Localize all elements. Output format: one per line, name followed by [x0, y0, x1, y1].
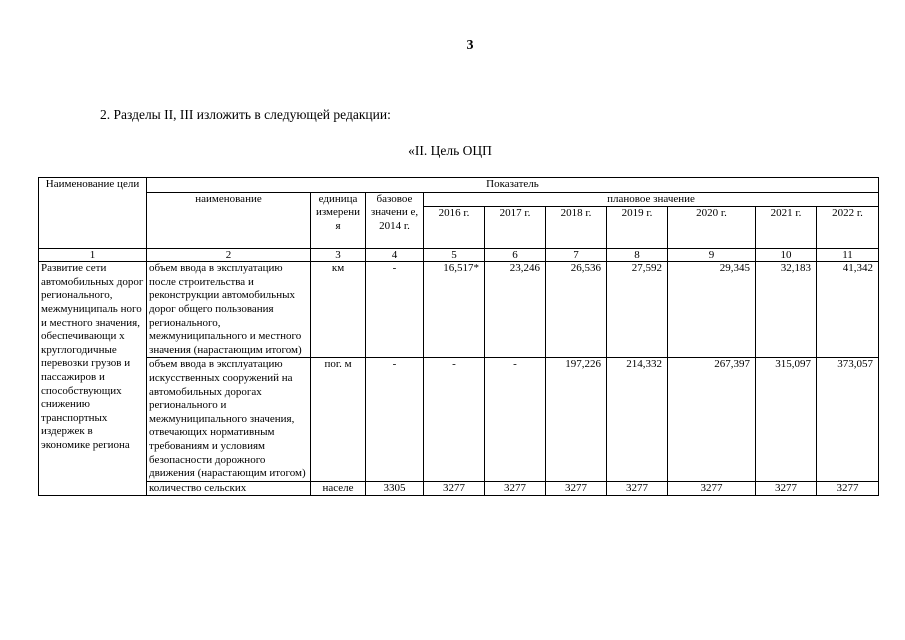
column-number: 5 — [424, 249, 485, 262]
indicator-name: объем ввода в эксплуатацию искусственных сооружений на автомобильных дорогах регионального и межмуниципального значения, отвечающих нормативным требованиям и условиям безопасности дорожного движения (нарастающим итогом) — [147, 358, 311, 481]
header-base: базовое значени е, 2014 г. — [366, 192, 424, 249]
indicator-value: - — [485, 358, 546, 481]
table-row — [39, 262, 879, 358]
indicator-base: 3305 — [366, 481, 424, 496]
indicator-value: 32,183 — [756, 262, 817, 358]
header-year: 2017 г. — [485, 207, 546, 249]
header-indicator: Показатель — [147, 178, 879, 193]
indicator-base: - — [366, 358, 424, 481]
header-year: 2019 г. — [607, 207, 668, 249]
header-row-2 — [39, 192, 879, 207]
header-name: наименование — [147, 192, 311, 249]
indicator-name: количество сельских — [147, 481, 311, 496]
indicator-name: объем ввода в эксплуатацию после строительства и реконструкции автомобильных дорог общего пользования регионального, межмуниципального и местного значения (нарастающим итогом) — [147, 262, 311, 358]
indicator-value: 16,517* — [424, 262, 485, 358]
column-number: 3 — [311, 249, 366, 262]
indicator-value: 3277 — [668, 481, 756, 496]
column-number: 11 — [817, 249, 879, 262]
header-year: 2021 г. — [756, 207, 817, 249]
indicator-value: 41,342 — [817, 262, 879, 358]
indicator-value: 23,246 — [485, 262, 546, 358]
indicator-value: 27,592 — [607, 262, 668, 358]
indicator-value: - — [424, 358, 485, 481]
column-number: 1 — [39, 249, 147, 262]
goal-indicators-table — [38, 177, 879, 496]
instruction-text: 2. Разделы II, III изложить в следующей редакции: — [100, 107, 391, 122]
indicator-unit: населе — [311, 481, 366, 496]
column-number-row — [39, 249, 879, 262]
column-number: 10 — [756, 249, 817, 262]
header-unit: единица измерени я — [311, 192, 366, 249]
column-number: 4 — [366, 249, 424, 262]
indicator-unit: пог. м — [311, 358, 366, 481]
indicator-value: 197,226 — [546, 358, 607, 481]
goal-cell: Развитие сети автомобильных дорог регионального, межмуниципаль ного и местного значения, обеспечивающи х круглогодичные перевозки грузов и пассажиров и способствующих снижению транспортных издержек в экономике региона — [39, 262, 147, 496]
header-year: 2016 г. — [424, 207, 485, 249]
page-number: 3 — [466, 38, 474, 53]
indicator-value: 373,057 — [817, 358, 879, 481]
indicator-value: 315,097 — [756, 358, 817, 481]
column-number: 8 — [607, 249, 668, 262]
header-row-1 — [39, 178, 879, 193]
indicator-value: 267,397 — [668, 358, 756, 481]
indicator-value: 3277 — [485, 481, 546, 496]
indicator-value: 3277 — [607, 481, 668, 496]
header-goal-name: Наименование цели — [39, 178, 147, 249]
indicator-value: 26,536 — [546, 262, 607, 358]
header-year: 2018 г. — [546, 207, 607, 249]
column-number: 7 — [546, 249, 607, 262]
column-number: 9 — [668, 249, 756, 262]
header-year: 2020 г. — [668, 207, 756, 249]
section-title: «II. Цель ОЦП — [408, 143, 492, 158]
column-number: 6 — [485, 249, 546, 262]
header-planned: плановое значение — [424, 192, 879, 207]
indicator-base: - — [366, 262, 424, 358]
indicator-value: 3277 — [756, 481, 817, 496]
table-row — [39, 358, 879, 481]
header-year: 2022 г. — [817, 207, 879, 249]
indicator-unit: км — [311, 262, 366, 358]
table-row — [39, 481, 879, 496]
indicator-value: 3277 — [817, 481, 879, 496]
indicator-value: 3277 — [546, 481, 607, 496]
indicator-value: 214,332 — [607, 358, 668, 481]
indicator-value: 3277 — [424, 481, 485, 496]
column-number: 2 — [147, 249, 311, 262]
indicator-value: 29,345 — [668, 262, 756, 358]
